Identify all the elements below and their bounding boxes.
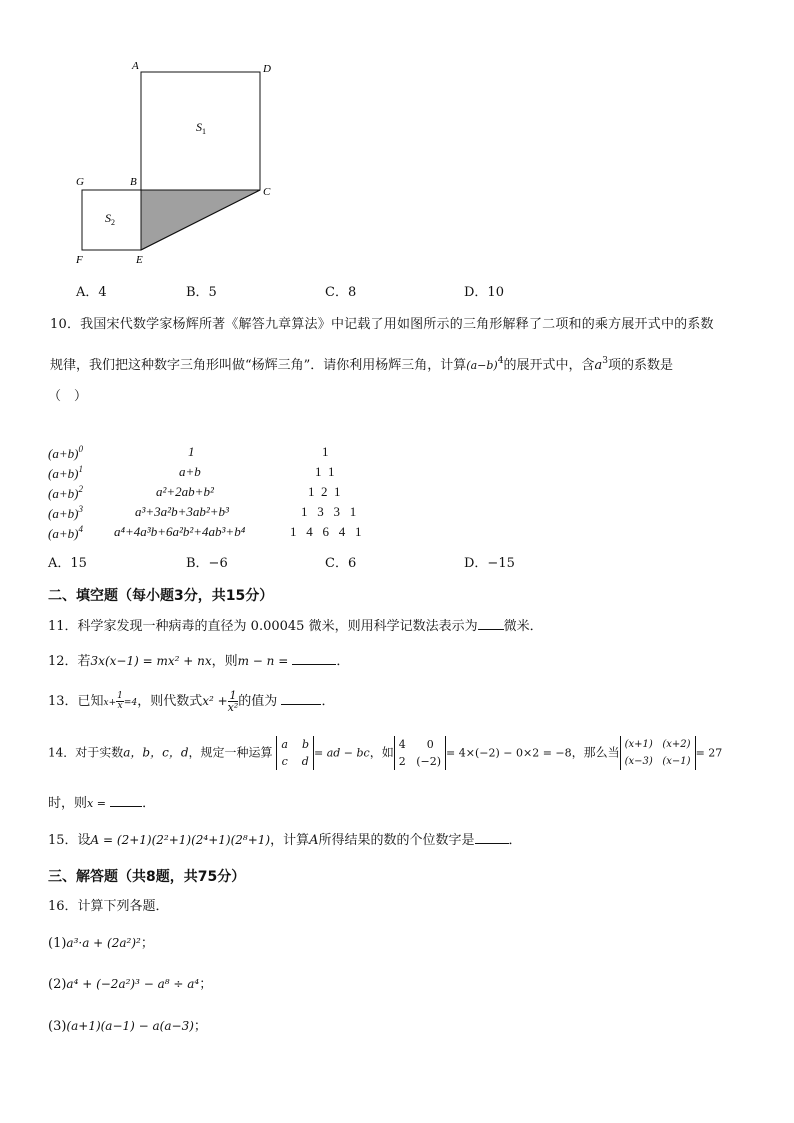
label-c: C [263,186,271,198]
q12-mid: ，则 [211,654,238,669]
q12-expr: 3x(x−1) = mx² + nx [90,654,212,668]
q14-def-result: = ad − bc [313,746,370,760]
q13-cond-tail: =4 [123,698,138,708]
q16-item-3-n: (3) [48,1019,67,1034]
q15-mid: ，计算 [270,833,310,848]
q16-item-3-end: ； [193,1019,207,1034]
q10-paren: （ ） [48,389,88,404]
q10-line1: 10．我国宋代数学家杨辉所著《解答九章算法》中记载了用如图所示的三角形解释了二项和的乘方展开式中的系数 [50,317,714,332]
q14-mid2: ，如 [369,745,394,760]
q14-line2 [48,794,155,813]
yh-left-2: $(a+b)^2$ [48,484,83,501]
q13-mid: ，则代数式 [137,694,203,709]
q13-expr: x² + [202,694,228,708]
yh-exp-0: 1 [188,444,195,459]
q12-expr2: m − n = [237,654,289,668]
q16-item-3-expr: (a+1)(a−1) − a(a−3) [66,1019,194,1033]
q15-tail: 所得结果的数的个位数字是 [318,833,475,848]
q12-tail: ． [336,654,350,669]
yh-coef-1: 1 1 [315,464,335,479]
q9-option-c[interactable]: C．8 [325,285,357,300]
yh-coef-3: 1 3 3 1 [301,504,357,519]
label-b: B [130,176,137,188]
yh-coef-0: 1 [322,444,329,459]
q12 [48,652,349,671]
q13-tail: 的值为 [238,694,278,709]
label-g: G [76,176,84,188]
q14-blank[interactable] [110,794,142,807]
q16-item-2-n: (2) [48,977,67,992]
q11-blank[interactable] [478,617,504,630]
yh-coef-4: 1 4 6 4 1 [290,524,362,539]
q11-text: 11．科学家发现一种病毒的直径为 0.00045 微米，则用科学记数法表示为 [48,619,478,634]
q14-line2-end: ． [142,796,156,811]
q15-var: A [309,833,319,848]
yh-exp-2: a²+2ab+b² [156,484,214,499]
q16-item-2 [48,975,212,994]
q9-option-d[interactable]: D．10 [464,285,504,300]
q12-prefix: 12．若 [48,654,91,669]
q10-option-c[interactable]: C．6 [325,556,357,571]
label-e: E [136,254,143,266]
q13 [48,690,334,713]
label-s2-main: S [105,211,111,225]
q16-item-3 [48,1017,207,1036]
q10-expr: (a−b) [466,359,498,372]
yh-exp-3: a³+3a²b+3ab²+b³ [135,504,229,519]
q15-blank[interactable] [475,831,509,844]
q13-prefix: 13．已知 [48,694,104,709]
q16-item-1-n: (1) [48,936,67,951]
q14-prefix: 14．对于实数 [48,745,124,760]
label-s2-sub: 2 [111,218,115,227]
section-3-title: 三、解答题（共8题，共75分） [48,869,246,885]
q9-option-b[interactable]: B．5 [186,285,217,300]
q15-end: ． [508,833,522,848]
q10-term: a [594,358,603,373]
q10-option-a[interactable]: A．15 [48,556,87,571]
q13-blank[interactable] [281,692,321,705]
q11-tail: 微米． [503,619,543,634]
q16-title: 16．计算下列各题． [48,899,169,914]
q13-cond: x+ [103,698,117,708]
section-2-title: 二、填空题（每小题3分，共15分） [48,588,274,604]
q16-item-2-expr: a⁴ + (−2a²)³ − a⁸ ÷ a⁴ [66,977,200,991]
label-d: D [263,63,271,75]
geometry-figure [60,55,290,275]
q15-prefix: 15．设 [48,833,91,848]
q14-vars: a，b，c，d [123,745,189,760]
q14-line2-a: 时，则 [48,796,88,811]
q13-frac: $\frac{1}{x}$ [117,691,123,711]
q10-option-d[interactable]: D．−15 [464,556,515,571]
q16-item-1-expr: a³·a + (2a²)² [66,936,141,950]
q11 [48,617,543,636]
q12-blank[interactable] [292,652,336,665]
q10-term-exp: 3 [602,356,608,366]
q10-line2-c: 项的系数是 [607,358,673,373]
yh-left-4: $(a+b)^4$ [48,524,83,541]
q14-line2-var: x = [87,797,106,810]
q16-item-2-end: ； [199,977,213,992]
yh-left-1: $(a+b)^1$ [48,464,83,481]
label-s1-sub: 1 [202,127,206,136]
q14-def-matrix: a b c d [276,736,314,770]
q15 [48,831,522,850]
q10-line2-b: 的展开式中，含 [503,358,595,373]
q14-mid3: ，那么当 [571,745,620,760]
q13-end: ． [321,694,335,709]
q10-option-b[interactable]: B．−6 [186,556,228,571]
q14-ex-result: = 4×(−2) − 0×2 = −8 [446,746,572,760]
q14-q-result: = 27 [695,746,723,760]
yh-left-0: $(a+b)^0$ [48,444,83,461]
q14 [48,736,722,770]
q14-mid1: ，规定一种运算 [188,745,273,760]
label-s1-main: S [196,120,202,134]
label-a: A [132,60,139,72]
q10-expr-exp: 4 [497,356,504,366]
q10-line2 [50,352,673,375]
q16-item-1 [48,934,154,953]
q9-option-a[interactable]: A．4 [76,285,107,300]
q14-ex-matrix: 4 0 2 (−2) [394,736,446,770]
q10-line2-a: 规律，我们把这种数字三角形叫做“杨辉三角”．请你利用杨辉三角，计算 [50,358,467,373]
q15-expr: A = (2+1)(2²+1)(2⁴+1)(2⁸+1) [90,833,271,847]
label-f: F [76,254,83,266]
q14-q-matrix: (x+1) (x+2) (x−3) (x−1) [620,736,696,770]
q16-item-1-end: ； [140,936,154,951]
yh-coef-2: 1 2 1 [308,484,341,499]
yh-exp-4: a⁴+4a³b+6a²b²+4ab³+b⁴ [114,524,246,539]
q13-frac2: $\frac{1}{\text{x²}}$ [227,689,239,714]
yh-left-3: $(a+b)^3$ [48,504,83,521]
label-s2 [105,211,115,227]
label-s1 [196,120,206,136]
yh-exp-1: a+b [179,464,201,479]
